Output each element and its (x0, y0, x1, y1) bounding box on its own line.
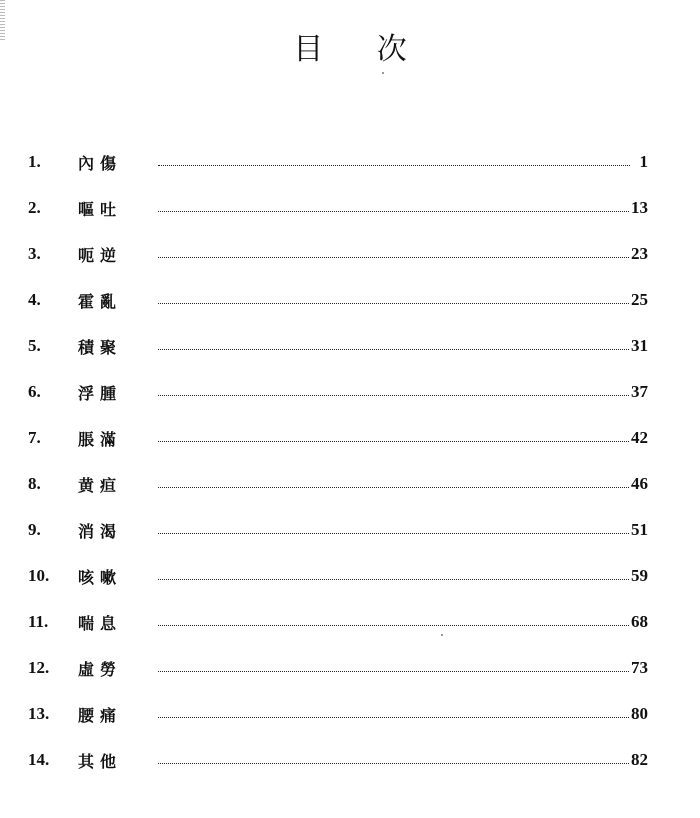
dot-leader (158, 303, 629, 304)
toc-entry[interactable] (28, 461, 648, 507)
toc-entry[interactable] (28, 323, 648, 369)
entry-title: 虛勞 (78, 659, 123, 679)
entry-title: 消渴 (78, 521, 123, 541)
entry-title: 腰痛 (78, 705, 123, 725)
toc-entry[interactable] (28, 599, 648, 645)
toc-entry[interactable] (28, 231, 648, 277)
entry-number: 3. (28, 244, 41, 263)
dot-leader (158, 165, 630, 166)
entry-page-number: 1 (639, 152, 648, 171)
entry-number: 5. (28, 336, 41, 355)
toc-entry[interactable] (28, 553, 648, 599)
entry-page-number: 59 (631, 566, 648, 585)
dot-leader (158, 533, 629, 534)
entry-title: 其他 (78, 751, 123, 771)
entry-number: 6. (28, 382, 41, 401)
dot-leader (158, 257, 629, 258)
dot-leader (158, 211, 629, 212)
entry-title: 咳嗽 (78, 567, 123, 587)
dot-leader (158, 717, 629, 718)
entry-number: 12. (28, 658, 50, 677)
entry-page-number: 31 (631, 336, 648, 355)
dot-leader (158, 349, 629, 350)
entry-number: 1. (28, 152, 41, 171)
entry-title: 黄疸 (78, 475, 123, 495)
entry-page-number: 80 (631, 704, 648, 723)
dot-leader (158, 625, 629, 626)
table-of-contents (28, 139, 648, 783)
entry-number: 2. (28, 198, 41, 217)
entry-title: 喘息 (78, 613, 123, 633)
dot-leader (158, 441, 629, 442)
toc-entry[interactable] (28, 415, 648, 461)
entry-page-number: 25 (631, 290, 648, 309)
entry-page-number: 42 (631, 428, 648, 447)
entry-page-number: 23 (631, 244, 648, 263)
toc-entry[interactable] (28, 139, 648, 185)
entry-title: 霍亂 (78, 291, 123, 311)
entry-page-number: 13 (631, 198, 648, 217)
entry-number: 9. (28, 520, 41, 539)
toc-entry[interactable] (28, 507, 648, 553)
toc-entry[interactable] (28, 369, 648, 415)
entry-number: 8. (28, 474, 41, 493)
entry-number: 10. (28, 566, 50, 585)
entry-number: 7. (28, 428, 41, 447)
toc-entry[interactable] (28, 185, 648, 231)
toc-entry[interactable] (28, 645, 648, 691)
scan-speck (382, 72, 384, 74)
dot-leader (158, 487, 629, 488)
dot-leader (158, 671, 629, 672)
entry-title: 積聚 (78, 337, 123, 357)
entry-number: 11. (28, 612, 49, 631)
entry-title: 呃逆 (78, 245, 123, 265)
entry-page-number: 37 (631, 382, 648, 401)
entry-title: 脹滿 (78, 429, 123, 449)
dot-leader (158, 395, 629, 396)
dot-leader (158, 579, 629, 580)
entry-title: 嘔吐 (78, 199, 123, 219)
entry-number: 4. (28, 290, 41, 309)
entry-page-number: 51 (631, 520, 648, 539)
entry-number: 13. (28, 704, 50, 723)
entry-title: 浮腫 (78, 383, 123, 403)
toc-entry[interactable] (28, 737, 648, 783)
entry-page-number: 68 (631, 612, 648, 631)
page-title: 目 次 (293, 32, 429, 67)
toc-entry[interactable] (28, 691, 648, 737)
entry-page-number: 82 (631, 750, 648, 769)
entry-title: 內傷 (78, 153, 123, 173)
dot-leader (158, 763, 629, 764)
entry-page-number: 46 (631, 474, 648, 493)
entry-number: 14. (28, 750, 50, 769)
toc-entry[interactable] (28, 277, 648, 323)
entry-page-number: 73 (631, 658, 648, 677)
